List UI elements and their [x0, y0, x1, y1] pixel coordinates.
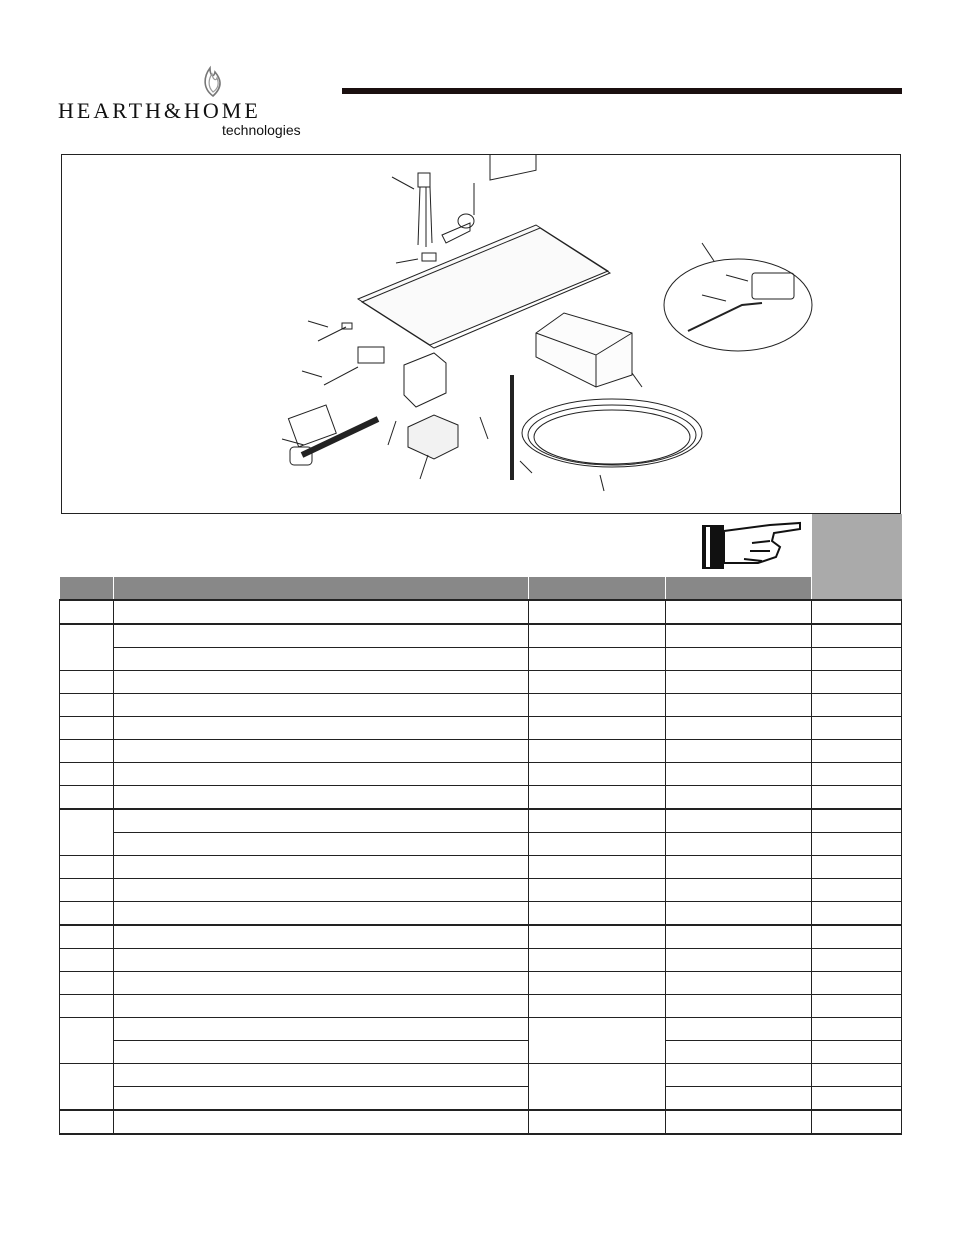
bracket	[442, 223, 470, 243]
cell-item	[60, 1064, 114, 1111]
col-stocked	[812, 577, 902, 600]
header-rule	[342, 88, 902, 94]
flame-icon	[198, 58, 228, 98]
table-row	[60, 902, 902, 926]
cell-item	[60, 1110, 114, 1134]
cell-service	[529, 1064, 666, 1111]
cell-stocked	[812, 1087, 902, 1111]
cell-description	[113, 995, 529, 1018]
cell-item	[60, 694, 114, 717]
cell-part	[666, 1064, 812, 1087]
cell-part	[666, 972, 812, 995]
col-part-number	[666, 577, 812, 600]
cell-stocked	[812, 995, 902, 1018]
col-description	[113, 577, 529, 600]
cell-stocked	[812, 902, 902, 926]
table-row	[60, 1110, 902, 1134]
cell-stocked	[812, 717, 902, 740]
cell-service	[529, 809, 666, 833]
cell-stocked	[812, 833, 902, 856]
cell-part	[666, 833, 812, 856]
cell-stocked	[812, 624, 902, 648]
cell-stocked	[812, 949, 902, 972]
cell-description	[113, 740, 529, 763]
small-harness-b	[324, 367, 358, 385]
table-row	[60, 1041, 902, 1064]
cell-service	[529, 600, 666, 624]
cell-service	[529, 925, 666, 949]
cell-stocked	[812, 763, 902, 786]
table-row	[60, 717, 902, 740]
cell-stocked	[812, 786, 902, 810]
table-row	[60, 1087, 902, 1111]
cell-stocked	[812, 856, 902, 879]
cell-description	[113, 1041, 529, 1064]
cell-part	[666, 740, 812, 763]
table-row	[60, 600, 902, 624]
cell-item	[60, 995, 114, 1018]
cell-description	[113, 949, 529, 972]
cell-item	[60, 740, 114, 763]
cell-service	[529, 972, 666, 995]
cell-part	[666, 671, 812, 694]
cell-item	[60, 809, 114, 856]
parts-drawing	[62, 155, 902, 515]
cell-item	[60, 600, 114, 624]
cell-description	[113, 671, 529, 694]
table-row	[60, 1018, 902, 1041]
pointing-hand-icon	[700, 517, 805, 577]
table-row	[60, 671, 902, 694]
cell-description	[113, 902, 529, 926]
cell-item	[60, 949, 114, 972]
cell-service	[529, 671, 666, 694]
table-row	[60, 995, 902, 1018]
cell-service	[529, 902, 666, 926]
cell-description	[113, 1064, 529, 1087]
cell-service	[529, 763, 666, 786]
cell-description	[113, 763, 529, 786]
table-row	[60, 763, 902, 786]
cell-part	[666, 600, 812, 624]
cell-stocked	[812, 694, 902, 717]
cell-part	[666, 809, 812, 833]
table-row	[60, 809, 902, 833]
cell-part	[666, 902, 812, 926]
cell-service	[529, 624, 666, 648]
cell-stocked	[812, 648, 902, 671]
cell-item	[60, 671, 114, 694]
cell-stocked	[812, 671, 902, 694]
cell-part	[666, 648, 812, 671]
exploded-parts-diagram	[61, 154, 901, 514]
cell-item	[60, 856, 114, 879]
cell-part	[666, 786, 812, 810]
cell-stocked	[812, 972, 902, 995]
table-row	[60, 925, 902, 949]
cell-description	[113, 809, 529, 833]
table-row	[60, 786, 902, 810]
cell-stocked	[812, 1110, 902, 1134]
cell-service	[529, 949, 666, 972]
col-item	[60, 577, 114, 600]
table-header-row	[60, 577, 902, 600]
cell-part	[666, 1087, 812, 1111]
table-row	[60, 624, 902, 648]
cell-item	[60, 902, 114, 926]
cell-part	[666, 879, 812, 902]
table-row	[60, 694, 902, 717]
cell-item	[60, 717, 114, 740]
cell-part	[666, 856, 812, 879]
cell-item	[60, 879, 114, 902]
cell-part	[666, 949, 812, 972]
table-row	[60, 856, 902, 879]
cell-description	[113, 925, 529, 949]
cell-description	[113, 833, 529, 856]
cell-description	[113, 856, 529, 879]
table-row	[60, 740, 902, 763]
cell-stocked	[812, 1018, 902, 1041]
flex-line	[302, 419, 378, 455]
cell-part	[666, 925, 812, 949]
cell-stocked	[812, 809, 902, 833]
table-row	[60, 949, 902, 972]
cell-description	[113, 1018, 529, 1041]
tray	[536, 313, 632, 387]
cell-stocked	[812, 925, 902, 949]
cell-item	[60, 1018, 114, 1064]
gas-valve	[408, 415, 458, 459]
cell-item	[60, 925, 114, 949]
cell-part	[666, 624, 812, 648]
table-row	[60, 1064, 902, 1087]
cell-service	[529, 856, 666, 879]
cell-service	[529, 995, 666, 1018]
cell-service	[529, 717, 666, 740]
cell-description	[113, 879, 529, 902]
cell-part	[666, 1018, 812, 1041]
parts-table	[59, 577, 902, 1135]
cell-description	[113, 972, 529, 995]
cell-description	[113, 1087, 529, 1111]
cell-item	[60, 786, 114, 810]
cell-part	[666, 694, 812, 717]
cell-part	[666, 717, 812, 740]
cell-service	[529, 1018, 666, 1064]
col-service-from	[529, 577, 666, 600]
cell-description	[113, 648, 529, 671]
cell-description	[113, 624, 529, 648]
cell-description	[113, 600, 529, 624]
cell-stocked	[812, 600, 902, 624]
company-logo	[58, 58, 338, 138]
cell-stocked	[812, 1064, 902, 1087]
cell-item	[60, 624, 114, 671]
cell-description	[113, 694, 529, 717]
cell-service	[529, 648, 666, 671]
cell-description	[113, 717, 529, 740]
table-row	[60, 972, 902, 995]
brand-name: HEARTH&HOME	[58, 98, 261, 123]
cell-part	[666, 995, 812, 1018]
table-row	[60, 833, 902, 856]
cell-item	[60, 972, 114, 995]
cell-service	[529, 694, 666, 717]
cell-part	[666, 1041, 812, 1064]
wire-coil	[522, 399, 702, 467]
cell-description	[113, 1110, 529, 1134]
cell-item	[60, 763, 114, 786]
cell-service	[529, 786, 666, 810]
cell-service	[529, 879, 666, 902]
cell-service	[529, 740, 666, 763]
pilot-assembly	[418, 173, 430, 187]
cell-part	[666, 1110, 812, 1134]
table-row	[60, 648, 902, 671]
cell-stocked	[812, 1041, 902, 1064]
cell-stocked	[812, 740, 902, 763]
cell-service	[529, 1110, 666, 1134]
cell-description	[113, 786, 529, 810]
cell-stocked	[812, 879, 902, 902]
brand-subtitle: technologies	[222, 122, 301, 138]
cell-service	[529, 833, 666, 856]
cell-part	[666, 763, 812, 786]
table-row	[60, 879, 902, 902]
